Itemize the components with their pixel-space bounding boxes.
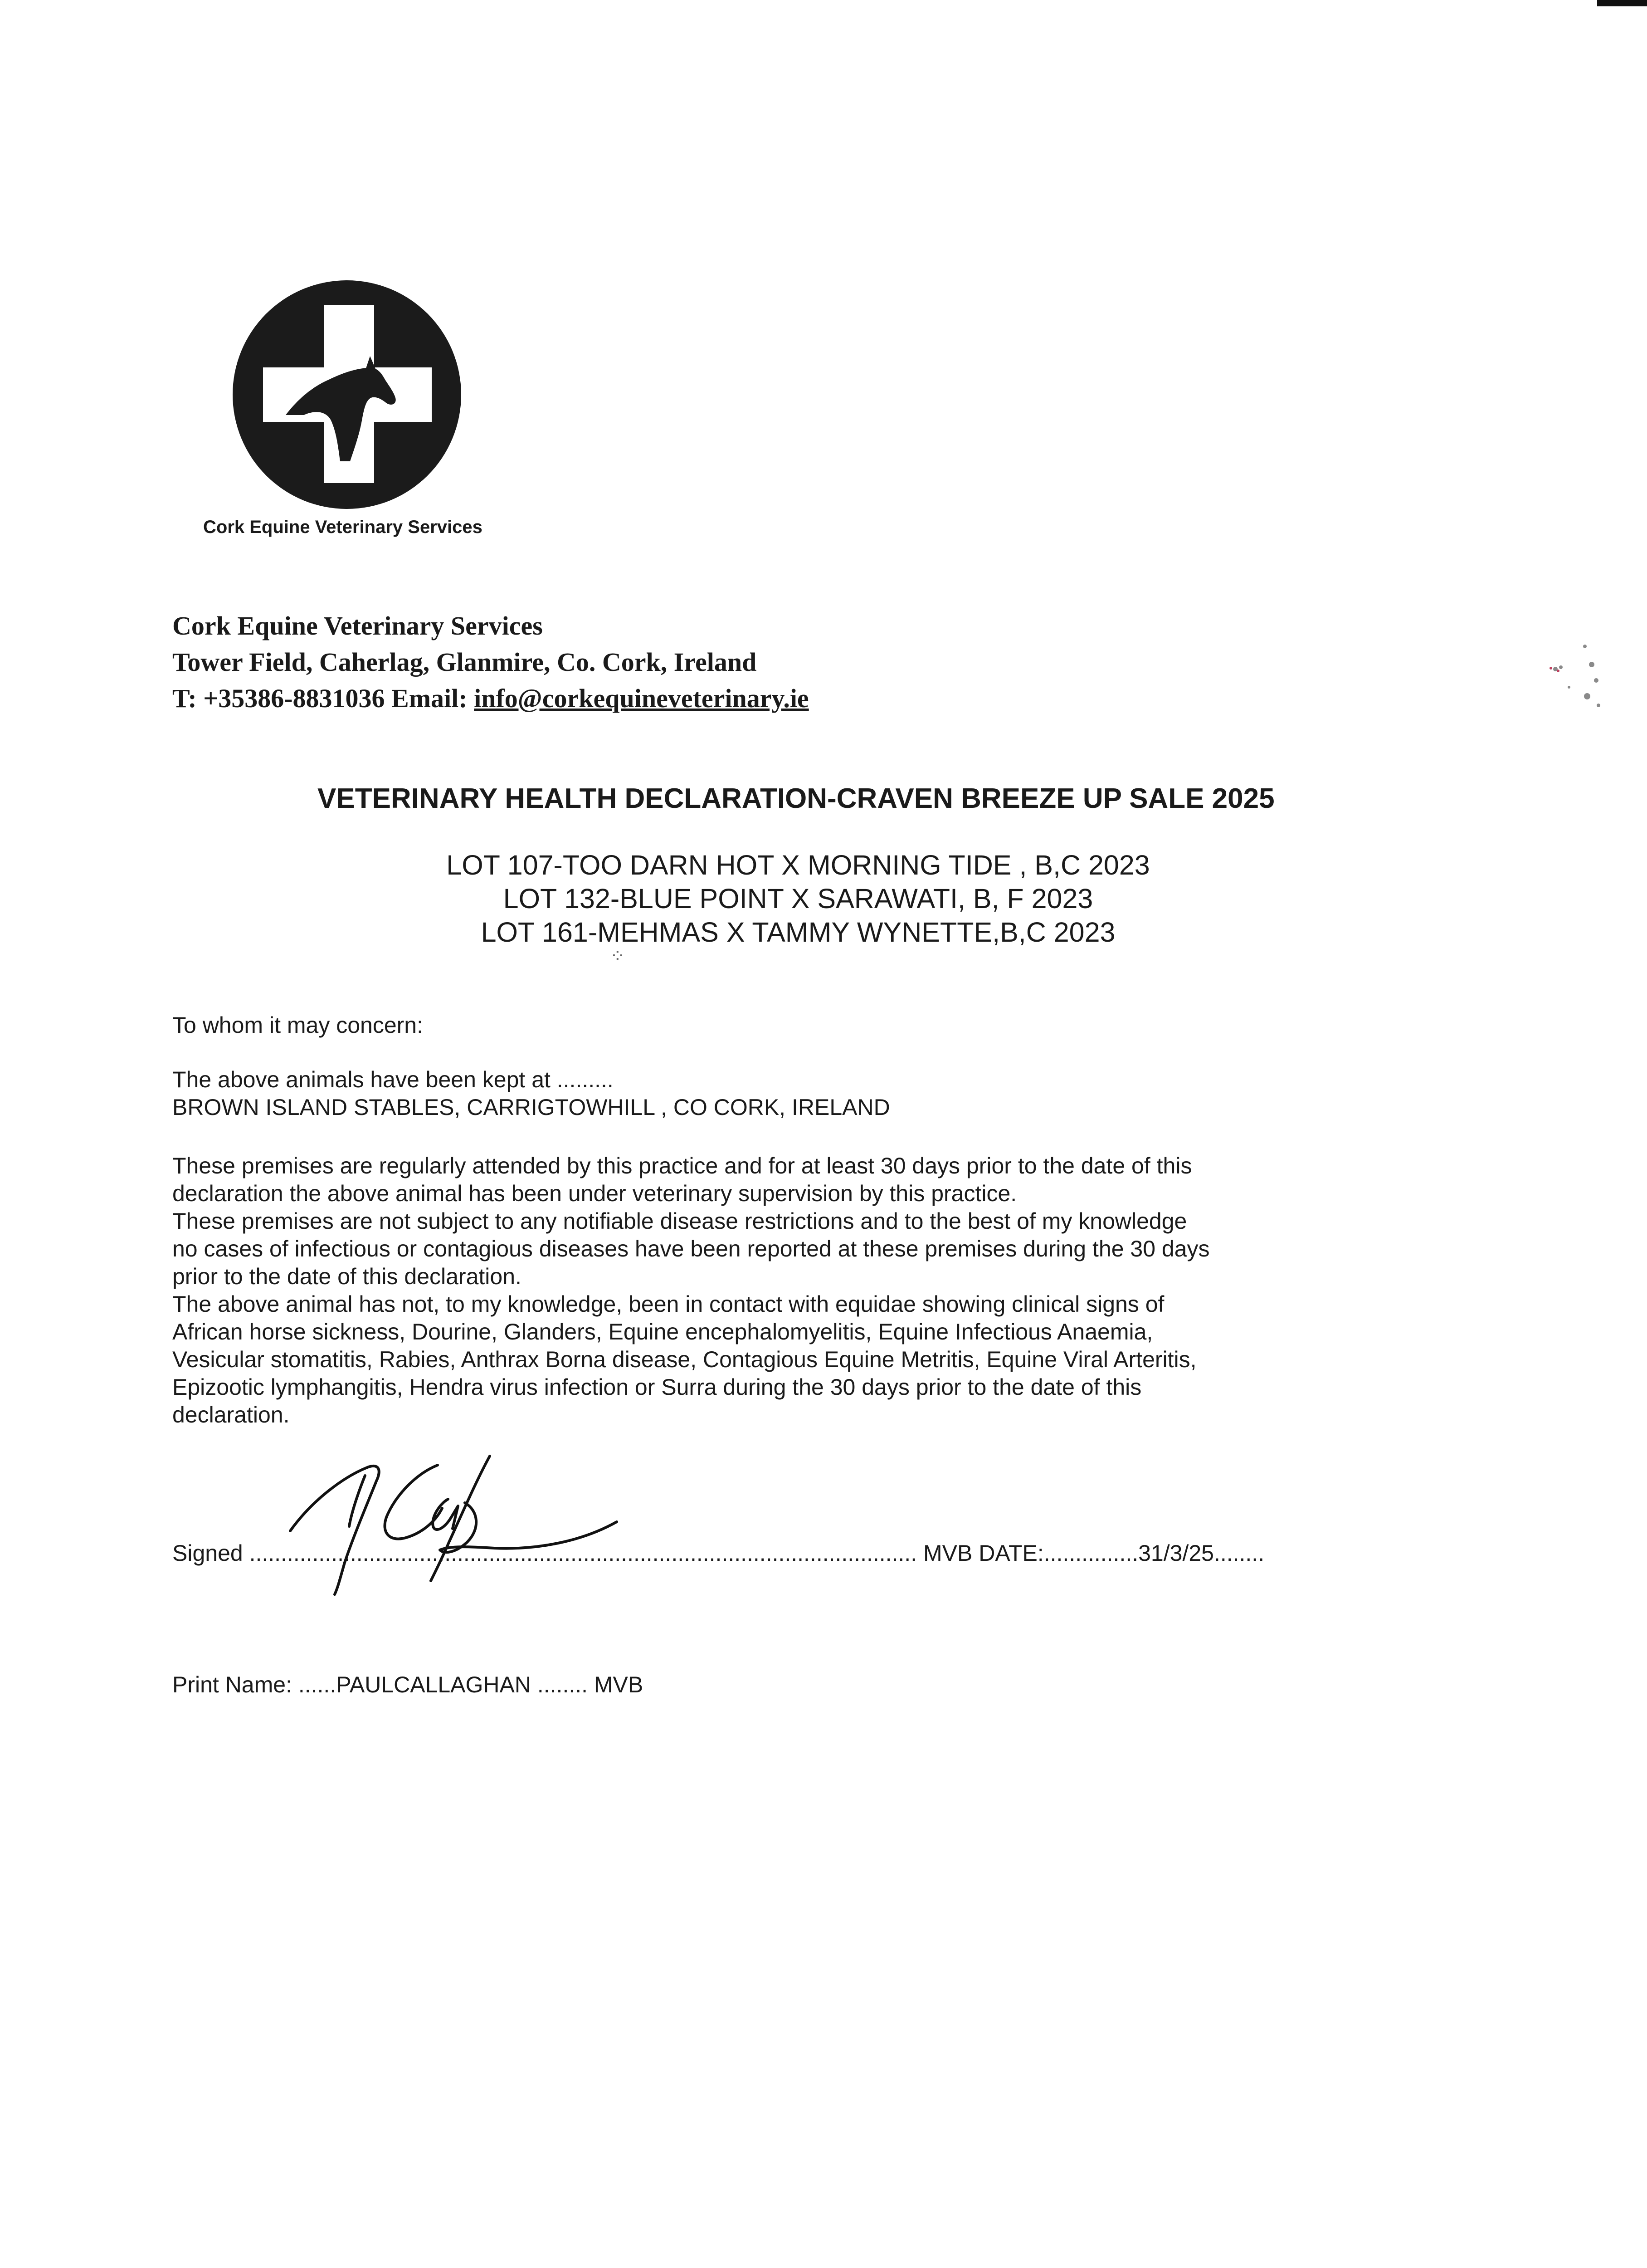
scan-speck: ⁘ (610, 946, 625, 966)
letterhead (172, 608, 809, 717)
practice-address: Tower Field, Caherlag, Glanmire, Co. Cork, Ireland (172, 647, 757, 677)
handwritten-signature-icon (281, 1449, 662, 1599)
print-name-line: Print Name: ......PAULCALLAGHAN ........ MVB (172, 1672, 643, 1697)
practice-name: Cork Equine Veterinary Services (172, 611, 543, 640)
lot-list (345, 848, 1252, 949)
declaration-paragraph: These premises are not subject to any notifiable disease restrictions and to the best of my knowledge no cases of infectious or contagious diseases have been reported at these premises during the 30 days prior to the date of this declaration. (172, 1208, 1210, 1289)
phone-label: T: +35386-8831036 Email: (172, 684, 474, 713)
declaration-paragraph: These premises are regularly attended by this practice and for at least 30 days prior to the date of this declaration the above animal has been under veterinary supervision by this practice. (172, 1153, 1192, 1206)
horse-head-cross-logo-icon (231, 279, 463, 510)
kept-at-location: BROWN ISLAND STABLES, CARRIGTOWHILL , CO CORK, IRELAND (172, 1095, 890, 1120)
logo-caption: Cork Equine Veterinary Services (203, 517, 482, 537)
lot-item: LOT 161-MEHMAS X TAMMY WYNETTE,B,C 2023 (481, 917, 1116, 948)
scan-artifact-icon (1542, 637, 1610, 723)
kept-at-intro: The above animals have been kept at ......... (172, 1067, 614, 1092)
greeting: To whom it may concern: (172, 1012, 423, 1038)
declaration-paragraph: The above animal has not, to my knowledge, been in contact with equidae showing clinical signs of African horse sickness, Dourine, Glanders, Equine encephalomyelitis, Equine Infectious Anaemia, Vesicular stomatitis, Rabies, Anthrax Borna disease, Contagious Equine Metritis, Equine Viral Arteritis, Epizootic lymphangitis, Hendra virus infection or Surra during the 30 days prior to the date of this declaration. (172, 1291, 1197, 1427)
scan-corner-mark (1597, 0, 1647, 6)
kept-at-block (172, 1066, 1215, 1121)
signed-line: Signed .......................................................................................................... MVB DATE:...............31/3/25........ (172, 1540, 1265, 1566)
practice-contact (172, 680, 809, 717)
practice-logo (231, 279, 463, 510)
lot-item: LOT 107-TOO DARN HOT X MORNING TIDE , B,C 2023 (446, 850, 1150, 880)
email-link[interactable]: info@corkequineveterinary.ie (474, 684, 809, 713)
lot-item: LOT 132-BLUE POINT X SARAWATI, B, F 2023 (503, 883, 1093, 914)
declaration-body (172, 1152, 1215, 1429)
document-title: VETERINARY HEALTH DECLARATION-CRAVEN BREEZE UP SALE 2025 (317, 783, 1275, 814)
